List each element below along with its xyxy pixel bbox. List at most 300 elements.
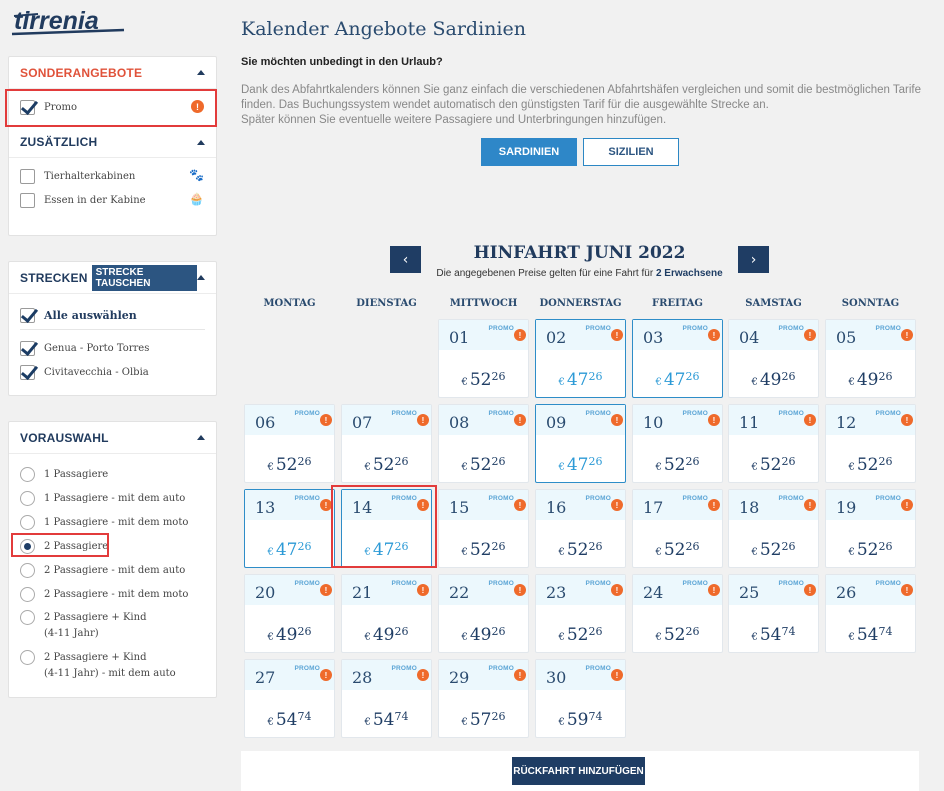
promo-label: PROMO: [778, 580, 804, 587]
promo-alert-icon: !: [514, 329, 526, 341]
price-cents: 26: [878, 540, 893, 553]
day-price: [536, 710, 625, 730]
preselection-panel: [8, 421, 217, 698]
day-number: 07: [352, 413, 373, 432]
next-month-button[interactable]: [738, 246, 769, 273]
calendar-day[interactable]: [535, 659, 626, 738]
promo-alert-icon: !: [708, 499, 720, 511]
previous-month-button[interactable]: [390, 246, 421, 273]
promo-label: PROMO: [391, 665, 417, 672]
price-euros: 52: [469, 370, 492, 390]
price-euros: 52: [663, 455, 686, 475]
swap-route-button[interactable]: STRECKE TAUSCHEN: [92, 265, 197, 291]
price-cents: 26: [491, 710, 506, 723]
price-cents: 26: [685, 370, 700, 383]
route-item[interactable]: [9, 360, 216, 384]
price-euros: 52: [663, 540, 686, 560]
calendar-day[interactable]: [244, 404, 335, 483]
cabin-meal-label: Essen in der Kabine: [44, 194, 146, 206]
intro-text: [241, 83, 931, 128]
extras-title: ZUSÄTZLICH: [20, 135, 98, 149]
price-euros: 52: [759, 540, 782, 560]
currency-symbol: €: [364, 462, 371, 473]
route-item[interactable]: [9, 336, 216, 360]
promo-label: PROMO: [778, 495, 804, 502]
day-number: 09: [546, 413, 567, 432]
day-number: 29: [449, 668, 470, 687]
day-price: [439, 625, 528, 645]
promo-label: PROMO: [294, 580, 320, 587]
day-price: [342, 455, 431, 475]
currency-symbol: €: [848, 377, 855, 388]
price-cents: 26: [394, 540, 409, 553]
currency-symbol: €: [751, 462, 758, 473]
promo-alert-icon: !: [611, 584, 623, 596]
price-euros: 52: [469, 540, 492, 560]
calendar-day[interactable]: [341, 574, 432, 653]
price-cents: 74: [588, 710, 603, 723]
day-number: 03: [643, 328, 664, 347]
price-cents: 26: [878, 370, 893, 383]
passenger-radio[interactable]: [20, 467, 35, 482]
promo-label: Promo: [44, 101, 78, 113]
promo-alert-icon: !: [417, 669, 429, 681]
promo-label: PROMO: [488, 580, 514, 587]
day-price: [245, 540, 334, 560]
currency-symbol: €: [364, 547, 371, 558]
calendar-day[interactable]: [728, 319, 819, 398]
day-price: [536, 540, 625, 560]
passenger-option[interactable]: [9, 646, 216, 686]
day-number: 30: [546, 668, 567, 687]
promo-label: PROMO: [875, 580, 901, 587]
promo-label: PROMO: [682, 495, 708, 502]
price-cents: 26: [297, 625, 312, 638]
calendar-day[interactable]: [632, 489, 723, 568]
calendar-day[interactable]: [825, 489, 916, 568]
calendar-day[interactable]: [244, 659, 335, 738]
select-all-routes[interactable]: [20, 302, 205, 330]
route-label: Civitavecchia - Olbia: [44, 366, 149, 378]
promo-alert-icon: !: [804, 584, 816, 596]
passenger-option-label: 2 Passagiere - mit dem auto: [44, 564, 186, 576]
promo-alert-icon: !: [708, 584, 720, 596]
passenger-option-label: 2 Passagiere + Kind: [44, 652, 147, 663]
calendar-day[interactable]: [728, 489, 819, 568]
promo-label: PROMO: [585, 580, 611, 587]
calendar-day[interactable]: [244, 489, 335, 568]
calendar-day[interactable]: [728, 574, 819, 653]
calendar-day[interactable]: [535, 319, 626, 398]
day-number: 06: [255, 413, 276, 432]
calendar-day[interactable]: [632, 574, 723, 653]
currency-symbol: €: [558, 462, 565, 473]
currency-symbol: €: [558, 377, 565, 388]
currency-symbol: €: [751, 547, 758, 558]
calendar-day[interactable]: [438, 659, 529, 738]
promo-alert-icon: !: [901, 584, 913, 596]
day-number: 22: [449, 583, 470, 602]
calendar-day[interactable]: [825, 319, 916, 398]
promo-alert-icon: !: [901, 414, 913, 426]
passenger-option-sublabel: (4-11 Jahr): [44, 628, 99, 639]
price-euros: 47: [663, 370, 686, 390]
calendar-day[interactable]: [825, 404, 916, 483]
price-euros: 49: [275, 625, 298, 645]
currency-symbol: €: [655, 632, 662, 643]
price-euros: 47: [275, 540, 298, 560]
highlight-box: [331, 485, 437, 568]
currency-symbol: €: [267, 717, 274, 728]
day-number: 08: [449, 413, 470, 432]
calendar-day[interactable]: [438, 489, 529, 568]
currency-symbol: €: [558, 547, 565, 558]
calendar-day[interactable]: [341, 659, 432, 738]
promo-label: PROMO: [682, 325, 708, 332]
price-cents: 26: [491, 540, 506, 553]
calendar-note-text: Die angegebenen Preise gelten für eine Fahrt für: [436, 268, 654, 279]
route-checkbox[interactable]: [20, 365, 35, 380]
calendar-note: [421, 268, 738, 279]
price-cents: 26: [491, 455, 506, 468]
passenger-radio[interactable]: [20, 587, 35, 602]
calendar-day[interactable]: [632, 319, 723, 398]
intro-paragraph: Später können Sie eventuelle weitere Passagiere und Unterbringungen hinzufügen.: [241, 114, 667, 126]
currency-symbol: €: [848, 462, 855, 473]
currency-symbol: €: [461, 547, 468, 558]
paw-icon: 🐾: [189, 168, 204, 182]
routes-header: [9, 262, 216, 294]
price-euros: 52: [663, 625, 686, 645]
promo-alert-icon: !: [901, 499, 913, 511]
collapse-caret-icon[interactable]: [197, 435, 205, 440]
day-price: [245, 625, 334, 645]
promo-alert-icon: !: [804, 499, 816, 511]
day-number: 20: [255, 583, 276, 602]
day-price: [633, 370, 722, 390]
collapse-caret-icon[interactable]: [197, 70, 205, 75]
promo-alert-icon: !: [611, 414, 623, 426]
routes-title: STRECKEN: [20, 270, 88, 285]
day-price: [245, 455, 334, 475]
routes-panel: [8, 261, 217, 396]
price-euros: 49: [372, 625, 395, 645]
day-number: 11: [739, 413, 760, 432]
promo-alert-icon: !: [804, 329, 816, 341]
calendar-day[interactable]: [535, 404, 626, 483]
price-euros: 52: [469, 455, 492, 475]
promo-label: PROMO: [294, 410, 320, 417]
calendar-day[interactable]: [535, 574, 626, 653]
promo-alert-icon: !: [417, 584, 429, 596]
day-price: [245, 710, 334, 730]
promo-alert-icon: !: [901, 329, 913, 341]
cabin-meal-filter[interactable]: [9, 188, 216, 212]
day-price: [439, 370, 528, 390]
passenger-option[interactable]: [9, 486, 216, 510]
day-price: [729, 455, 818, 475]
chevron-right-icon: ›: [750, 251, 757, 268]
day-price: [633, 540, 722, 560]
price-cents: 26: [781, 540, 796, 553]
day-number: 14: [352, 498, 373, 517]
day-number: 15: [449, 498, 470, 517]
day-number: 04: [739, 328, 760, 347]
day-number: 27: [255, 668, 276, 687]
weekday-label: SONNTAG: [841, 298, 900, 309]
price-euros: 47: [566, 455, 589, 475]
price-euros: 52: [856, 455, 879, 475]
price-euros: 49: [469, 625, 492, 645]
price-euros: 57: [469, 710, 492, 730]
price-cents: 26: [588, 625, 603, 638]
intro-paragraph: Dank des Abfahrtkalenders können Sie ganz einfach die verschiedenen Abfahrtshäfen vergleichen und somit die bestmöglichen Tarife finden. Das Buchungssystem wendet automatisch den günstigsten Tarif für die ausgewählte Strecke an.: [241, 84, 921, 111]
price-euros: 49: [856, 370, 879, 390]
price-euros: 54: [372, 710, 395, 730]
price-cents: 26: [781, 370, 796, 383]
promo-alert-icon: !: [514, 584, 526, 596]
highlight-box: [11, 533, 109, 557]
tirrenia-logo[interactable]: [8, 6, 130, 40]
day-price: [729, 370, 818, 390]
weekday-label: SAMSTAG: [745, 298, 802, 309]
calendar-day[interactable]: [341, 404, 432, 483]
price-cents: 26: [685, 455, 700, 468]
promo-alert-icon: !: [320, 669, 332, 681]
price-euros: 47: [566, 370, 589, 390]
price-cents: 26: [588, 455, 603, 468]
day-price: [439, 540, 528, 560]
price-cents: 74: [297, 710, 312, 723]
calendar-day[interactable]: [728, 404, 819, 483]
promo-label: PROMO: [778, 410, 804, 417]
promo-label: PROMO: [294, 495, 320, 502]
day-price: [729, 625, 818, 645]
day-number: 05: [836, 328, 857, 347]
collapse-caret-icon[interactable]: [197, 140, 205, 145]
promo-alert-icon: !: [191, 100, 204, 113]
calendar-note-passengers: 2 Erwachsene: [655, 268, 723, 279]
price-euros: 54: [759, 625, 782, 645]
special-offers-title: SONDERANGEBOTE: [20, 65, 143, 80]
promo-label: PROMO: [682, 580, 708, 587]
promo-label: PROMO: [488, 665, 514, 672]
promo-label: PROMO: [875, 495, 901, 502]
day-price: [826, 455, 915, 475]
day-number: 13: [255, 498, 276, 517]
calendar-day[interactable]: [438, 404, 529, 483]
promo-alert-icon: !: [514, 669, 526, 681]
passenger-option-label: 1 Passagiere: [44, 468, 109, 480]
price-cents: 26: [781, 455, 796, 468]
day-number: 26: [836, 583, 857, 602]
currency-symbol: €: [751, 377, 758, 388]
passenger-option[interactable]: [9, 558, 216, 582]
day-price: [536, 455, 625, 475]
passenger-radio[interactable]: [20, 563, 35, 578]
passenger-radio[interactable]: [20, 515, 35, 530]
day-number: 28: [352, 668, 373, 687]
page-title: Kalender Angebote Sardinien: [241, 18, 526, 40]
currency-symbol: €: [267, 462, 274, 473]
price-cents: 26: [878, 455, 893, 468]
calendar-day[interactable]: [438, 319, 529, 398]
day-price: [826, 370, 915, 390]
pet-cabin-checkbox[interactable]: [20, 169, 35, 184]
passenger-option[interactable]: [9, 606, 216, 646]
day-number: 10: [643, 413, 664, 432]
passenger-option[interactable]: [9, 582, 216, 606]
food-icon: 🧁: [189, 192, 204, 206]
promo-label: PROMO: [585, 410, 611, 417]
day-number: 01: [449, 328, 470, 347]
price-cents: 26: [588, 370, 603, 383]
weekday-label: MONTAG: [263, 298, 316, 309]
passenger-option-label: 2 Passagiere: [44, 540, 109, 552]
collapse-caret-icon[interactable]: [197, 275, 205, 280]
passenger-option-label: 1 Passagiere - mit dem moto: [44, 516, 189, 528]
promo-label: PROMO: [778, 325, 804, 332]
promo-alert-icon: !: [514, 414, 526, 426]
tab-sicily[interactable]: SIZILIEN: [583, 138, 679, 166]
passenger-radio[interactable]: [20, 491, 35, 506]
passenger-option-sublabel: (4-11 Jahr) - mit dem auto: [44, 668, 176, 679]
currency-symbol: €: [267, 632, 274, 643]
promo-alert-icon: !: [804, 414, 816, 426]
select-all-checkbox[interactable]: [20, 308, 35, 323]
calendar-title: HINFAHRT JUNI 2022: [473, 243, 686, 263]
price-euros: 54: [275, 710, 298, 730]
day-number: 19: [836, 498, 857, 517]
extras-header[interactable]: [9, 126, 216, 158]
day-price: [439, 455, 528, 475]
promo-label: PROMO: [488, 410, 514, 417]
currency-symbol: €: [364, 717, 371, 728]
currency-symbol: €: [364, 632, 371, 643]
price-euros: 52: [372, 455, 395, 475]
passenger-option-label: 2 Passagiere - mit dem moto: [44, 588, 189, 600]
route-label: Genua - Porto Torres: [44, 342, 150, 354]
currency-symbol: €: [558, 632, 565, 643]
pet-cabin-filter[interactable]: [9, 164, 216, 188]
price-euros: 52: [856, 540, 879, 560]
price-cents: 74: [394, 710, 409, 723]
promo-label: PROMO: [391, 495, 417, 502]
calendar-day[interactable]: [535, 489, 626, 568]
day-price: [536, 625, 625, 645]
currency-symbol: €: [461, 717, 468, 728]
day-number: 17: [643, 498, 664, 517]
price-cents: 26: [394, 455, 409, 468]
promo-label: PROMO: [682, 410, 708, 417]
passenger-radio[interactable]: [20, 650, 35, 665]
day-price: [633, 625, 722, 645]
currency-symbol: €: [461, 377, 468, 388]
calendar-day[interactable]: [632, 404, 723, 483]
promo-alert-icon: !: [708, 329, 720, 341]
promo-alert-icon: !: [417, 414, 429, 426]
passenger-option[interactable]: [9, 510, 216, 534]
day-number: 24: [643, 583, 664, 602]
select-all-label: Alle auswählen: [44, 309, 137, 322]
passenger-option-label: 1 Passagiere - mit dem auto: [44, 492, 186, 504]
promo-alert-icon: !: [320, 414, 332, 426]
promo-alert-icon: !: [611, 669, 623, 681]
promo-label: PROMO: [488, 495, 514, 502]
price-euros: 59: [566, 710, 589, 730]
price-euros: 52: [566, 540, 589, 560]
preselection-header[interactable]: [9, 422, 216, 454]
price-cents: 26: [685, 625, 700, 638]
currency-symbol: €: [848, 547, 855, 558]
day-price: [342, 625, 431, 645]
currency-symbol: €: [558, 717, 565, 728]
calendar-day[interactable]: [825, 574, 916, 653]
promo-label: PROMO: [391, 580, 417, 587]
price-euros: 52: [566, 625, 589, 645]
price-euros: 49: [759, 370, 782, 390]
price-cents: 26: [297, 540, 312, 553]
passenger-option-label: 2 Passagiere + Kind: [44, 612, 147, 623]
weekday-label: MITTWOCH: [449, 298, 518, 309]
day-price: [826, 625, 915, 645]
day-number: 18: [739, 498, 760, 517]
weekday-label: DIENSTAG: [356, 298, 417, 309]
day-number: 12: [836, 413, 857, 432]
currency-symbol: €: [848, 632, 855, 643]
promo-alert-icon: !: [708, 414, 720, 426]
promo-alert-icon: !: [320, 584, 332, 596]
currency-symbol: €: [461, 632, 468, 643]
promo-label: PROMO: [875, 410, 901, 417]
filter-panel: [8, 56, 217, 236]
passenger-radio[interactable]: [20, 610, 35, 625]
currency-symbol: €: [655, 462, 662, 473]
promo-alert-icon: !: [611, 499, 623, 511]
price-cents: 26: [394, 625, 409, 638]
logo-text: tirrenia: [14, 7, 99, 35]
weekday-label: DONNERSTAG: [539, 298, 622, 309]
cabin-meal-checkbox[interactable]: [20, 193, 35, 208]
promo-label: PROMO: [294, 665, 320, 672]
price-cents: 26: [685, 540, 700, 553]
promo-alert-icon: !: [320, 499, 332, 511]
calendar-day[interactable]: [244, 574, 335, 653]
currency-symbol: €: [461, 462, 468, 473]
price-euros: 54: [856, 625, 879, 645]
day-number: 25: [739, 583, 760, 602]
day-number: 16: [546, 498, 567, 517]
pet-cabin-label: Tierhalterkabinen: [44, 170, 136, 182]
promo-alert-icon: !: [417, 499, 429, 511]
price-cents: 26: [588, 540, 603, 553]
highlight-box: [5, 89, 217, 127]
price-cents: 26: [491, 625, 506, 638]
promo-label: PROMO: [488, 325, 514, 332]
tab-sardinia[interactable]: SARDINIEN: [481, 138, 577, 166]
day-price: [826, 540, 915, 560]
day-price: [439, 710, 528, 730]
day-number: 21: [352, 583, 373, 602]
calendar-day[interactable]: [438, 574, 529, 653]
special-offers-header[interactable]: [9, 57, 216, 89]
promo-label: PROMO: [585, 325, 611, 332]
currency-symbol: €: [655, 377, 662, 388]
add-return-button[interactable]: RÜCKFAHRT HINZUFÜGEN: [512, 757, 645, 785]
passenger-option[interactable]: [9, 462, 216, 486]
route-checkbox[interactable]: [20, 341, 35, 356]
weekday-label: FREITAG: [652, 298, 703, 309]
